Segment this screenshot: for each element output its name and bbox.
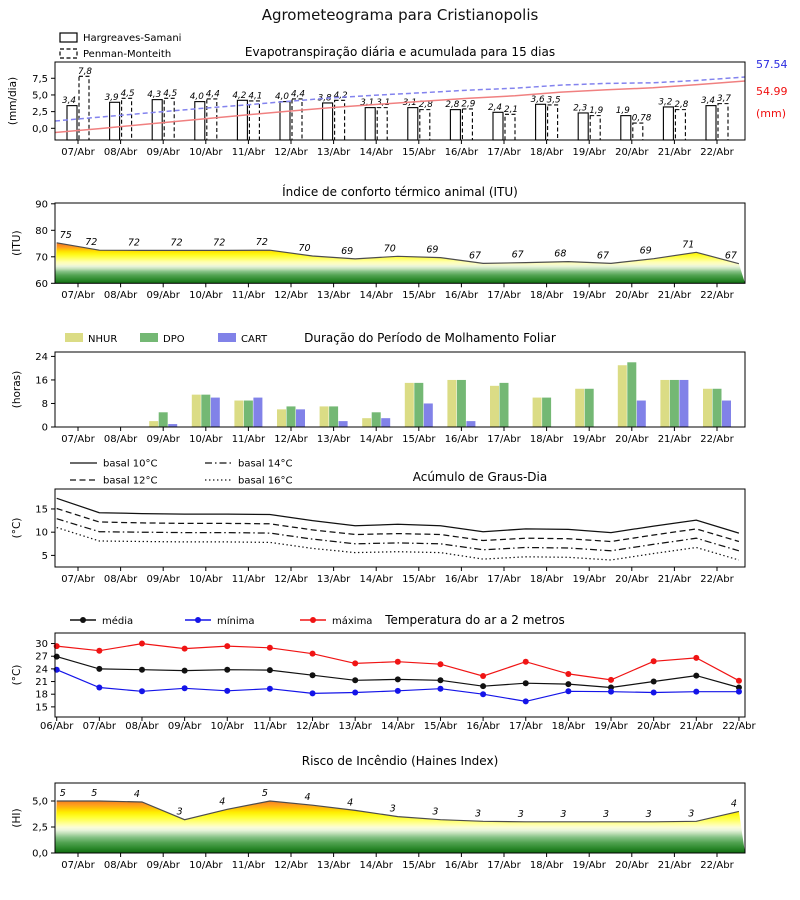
svg-text:68: 68	[554, 248, 567, 260]
svg-text:2,1: 2,1	[504, 104, 518, 115]
svg-text:72: 72	[255, 237, 268, 249]
svg-text:22/Abr: 22/Abr	[700, 860, 734, 871]
svg-text:basal 12°C: basal 12°C	[103, 475, 158, 487]
svg-text:69: 69	[639, 245, 652, 257]
svg-text:08/Abr: 08/Abr	[125, 721, 159, 732]
legend-swatch-DPO	[140, 333, 158, 342]
svg-text:16/Abr: 16/Abr	[444, 147, 479, 158]
svg-text:22/Abr: 22/Abr	[722, 721, 756, 732]
svg-text:09/Abr: 09/Abr	[146, 434, 180, 445]
svg-text:15/Abr: 15/Abr	[402, 290, 436, 301]
svg-text:3,7: 3,7	[717, 94, 731, 105]
svg-text:3: 3	[560, 808, 567, 820]
svg-text:16/Abr: 16/Abr	[444, 860, 479, 871]
svg-text:09/Abr: 09/Abr	[146, 147, 180, 158]
svg-text:11/Abr: 11/Abr	[231, 434, 266, 445]
svg-text:Evapotranspiração diária e acu: Evapotranspiração diária e acumulada para 15 dias	[244, 45, 556, 59]
svg-text:basal 16°C: basal 16°C	[238, 475, 293, 487]
svg-text:17/Abr: 17/Abr	[487, 860, 521, 871]
svg-text:21/Abr: 21/Abr	[657, 290, 692, 301]
svg-text:4,2: 4,2	[333, 90, 348, 101]
svg-text:08/Abr: 08/Abr	[103, 860, 138, 871]
svg-text:15/Abr: 15/Abr	[402, 147, 436, 158]
svg-text:12/Abr: 12/Abr	[274, 860, 308, 871]
air-temperature-chart	[0, 592, 800, 737]
svg-text:7,8: 7,8	[78, 66, 92, 77]
svg-text:24: 24	[35, 664, 48, 676]
svg-text:15/Abr: 15/Abr	[402, 434, 436, 445]
svg-text:Duração do Período de Molhamen: Duração do Período de Molhamento Foliar	[304, 331, 556, 345]
svg-text:3: 3	[176, 806, 183, 818]
svg-text:20/Abr: 20/Abr	[636, 721, 671, 732]
svg-text:70: 70	[298, 243, 311, 255]
svg-text:72: 72	[170, 237, 183, 249]
svg-text:15/Abr: 15/Abr	[423, 721, 458, 732]
svg-text:14/Abr: 14/Abr	[359, 434, 393, 445]
svg-text:54.99: 54.99	[756, 85, 788, 98]
svg-text:67: 67	[724, 250, 737, 262]
svg-text:17/Abr: 17/Abr	[487, 434, 521, 445]
svg-text:2,5: 2,5	[32, 822, 48, 834]
svg-text:3,2: 3,2	[658, 97, 673, 108]
svg-text:20/Abr: 20/Abr	[615, 860, 649, 871]
svg-text:3,1: 3,1	[402, 98, 417, 109]
svg-text:(horas): (horas)	[11, 370, 23, 409]
svg-text:13/Abr: 13/Abr	[316, 434, 351, 445]
svg-text:07/Abr: 07/Abr	[61, 290, 95, 301]
svg-text:20/Abr: 20/Abr	[615, 147, 649, 158]
temp-line-mínima	[57, 670, 739, 702]
gd-line-solid	[57, 498, 739, 533]
evapo-svg	[0, 28, 800, 162]
svg-text:10/Abr: 10/Abr	[189, 860, 223, 871]
svg-text:4: 4	[304, 792, 311, 804]
svg-text:12/Abr: 12/Abr	[295, 721, 330, 732]
svg-text:2,8: 2,8	[674, 100, 689, 111]
svg-text:3,9: 3,9	[104, 92, 119, 103]
svg-text:NHUR: NHUR	[88, 334, 118, 345]
itu-comfort-index-chart	[0, 162, 800, 302]
svg-text:27: 27	[35, 651, 48, 663]
svg-text:3,8: 3,8	[317, 93, 332, 104]
svg-text:10/Abr: 10/Abr	[189, 434, 223, 445]
fire-risk-chart	[0, 737, 800, 900]
svg-text:3: 3	[602, 808, 610, 820]
svg-text:07/Abr: 07/Abr	[61, 147, 95, 158]
svg-text:08/Abr: 08/Abr	[103, 574, 138, 585]
svg-text:60: 60	[35, 278, 48, 290]
svg-text:20/Abr: 20/Abr	[615, 574, 649, 585]
svg-text:4,1: 4,1	[248, 91, 263, 102]
svg-text:10/Abr: 10/Abr	[189, 574, 223, 585]
svg-text:18/Abr: 18/Abr	[529, 434, 564, 445]
svg-text:17/Abr: 17/Abr	[487, 147, 521, 158]
svg-text:4,5: 4,5	[163, 88, 178, 99]
svg-text:13/Abr: 13/Abr	[316, 290, 351, 301]
svg-text:20/Abr: 20/Abr	[615, 434, 649, 445]
svg-text:2,8: 2,8	[418, 100, 433, 111]
svg-text:13/Abr: 13/Abr	[338, 721, 372, 732]
svg-text:10/Abr: 10/Abr	[210, 721, 244, 732]
svg-text:3,1: 3,1	[376, 98, 391, 109]
svg-text:15: 15	[35, 702, 48, 714]
svg-text:21/Abr: 21/Abr	[657, 434, 692, 445]
svg-text:18: 18	[35, 689, 48, 701]
svg-text:4,0: 4,0	[275, 92, 289, 103]
svg-text:80: 80	[35, 225, 48, 237]
svg-text:11/Abr: 11/Abr	[231, 147, 266, 158]
svg-text:69: 69	[426, 244, 439, 256]
svg-text:11/Abr: 11/Abr	[231, 574, 266, 585]
svg-text:18/Abr: 18/Abr	[529, 574, 564, 585]
svg-text:21/Abr: 21/Abr	[657, 147, 692, 158]
svg-text:14/Abr: 14/Abr	[359, 574, 393, 585]
svg-text:Temperatura do ar a 2 metros: Temperatura do ar a 2 metros	[385, 613, 565, 627]
svg-text:2,5: 2,5	[32, 107, 48, 119]
svg-text:0,78: 0,78	[631, 113, 652, 124]
svg-text:16/Abr: 16/Abr	[444, 434, 479, 445]
svg-text:CART: CART	[241, 334, 268, 345]
svg-text:(°C): (°C)	[11, 517, 23, 539]
svg-text:4,5: 4,5	[120, 88, 135, 99]
svg-text:21/Abr: 21/Abr	[657, 574, 692, 585]
svg-text:20/Abr: 20/Abr	[615, 290, 649, 301]
svg-text:4,0: 4,0	[189, 92, 204, 103]
svg-text:DPO: DPO	[163, 334, 185, 345]
svg-text:Hargreaves-Samani: Hargreaves-Samani	[83, 33, 182, 44]
svg-text:5,0: 5,0	[32, 90, 48, 102]
legend-swatch-NHUR	[65, 333, 83, 342]
svg-text:4: 4	[219, 796, 226, 808]
svg-text:3: 3	[645, 808, 652, 820]
svg-text:(mm): (mm)	[756, 107, 787, 120]
svg-text:21: 21	[35, 677, 48, 689]
svg-text:11/Abr: 11/Abr	[231, 290, 266, 301]
svg-text:24: 24	[35, 351, 48, 363]
svg-text:22/Abr: 22/Abr	[700, 434, 734, 445]
svg-text:3: 3	[475, 808, 482, 820]
svg-text:09/Abr: 09/Abr	[146, 574, 180, 585]
svg-text:16/Abr: 16/Abr	[466, 721, 500, 732]
svg-text:0,0: 0,0	[32, 848, 48, 860]
page-title: Agrometeograma para Cristianopolis	[261, 6, 539, 24]
svg-text:0,0: 0,0	[32, 123, 48, 135]
svg-text:75: 75	[59, 229, 72, 241]
leaf-wetness-chart	[0, 302, 800, 447]
svg-text:(HI): (HI)	[11, 808, 23, 828]
svg-text:4,4: 4,4	[205, 89, 220, 100]
svg-text:19/Abr: 19/Abr	[572, 860, 606, 871]
svg-text:12/Abr: 12/Abr	[274, 147, 308, 158]
svg-text:69: 69	[341, 245, 354, 257]
svg-text:5: 5	[91, 787, 98, 799]
svg-text:08/Abr: 08/Abr	[103, 147, 138, 158]
svg-text:16/Abr: 16/Abr	[444, 290, 479, 301]
svg-text:2,4: 2,4	[488, 102, 502, 113]
gd-line-dashdot	[57, 519, 739, 551]
svg-text:14/Abr: 14/Abr	[359, 147, 393, 158]
svg-text:3,4: 3,4	[62, 96, 76, 107]
svg-text:21/Abr: 21/Abr	[679, 721, 714, 732]
svg-text:Penman-Monteith: Penman-Monteith	[83, 49, 172, 60]
svg-text:4: 4	[133, 789, 140, 801]
svg-text:22/Abr: 22/Abr	[700, 574, 734, 585]
svg-text:22/Abr: 22/Abr	[700, 290, 734, 301]
svg-text:Risco de Incêndio (Haines Inde: Risco de Incêndio (Haines Index)	[301, 754, 499, 768]
svg-text:18/Abr: 18/Abr	[529, 290, 564, 301]
svg-text:5: 5	[41, 550, 48, 562]
svg-text:11/Abr: 11/Abr	[253, 721, 287, 732]
svg-text:57.54: 57.54	[756, 58, 788, 71]
svg-text:5: 5	[261, 787, 268, 799]
svg-text:média: média	[102, 616, 134, 627]
svg-text:10/Abr: 10/Abr	[189, 290, 223, 301]
svg-text:11/Abr: 11/Abr	[231, 860, 266, 871]
svg-text:máxima: máxima	[332, 616, 373, 627]
svg-text:1,9: 1,9	[589, 106, 604, 117]
svg-text:2,9: 2,9	[461, 99, 476, 110]
svg-text:07/Abr: 07/Abr	[61, 860, 95, 871]
svg-text:72: 72	[213, 237, 226, 249]
svg-text:4,2: 4,2	[232, 90, 247, 101]
svg-text:22/Abr: 22/Abr	[700, 147, 734, 158]
svg-text:09/Abr: 09/Abr	[146, 860, 180, 871]
svg-text:5,0: 5,0	[32, 796, 48, 808]
svg-text:14/Abr: 14/Abr	[381, 721, 415, 732]
svg-text:3,6: 3,6	[530, 94, 545, 105]
svg-text:0: 0	[41, 422, 48, 434]
svg-text:mínima: mínima	[217, 616, 255, 627]
svg-text:18/Abr: 18/Abr	[529, 860, 564, 871]
svg-text:5: 5	[59, 787, 66, 799]
svg-text:08/Abr: 08/Abr	[103, 290, 138, 301]
svg-text:3: 3	[517, 808, 524, 820]
svg-text:17/Abr: 17/Abr	[487, 574, 521, 585]
svg-text:18/Abr: 18/Abr	[551, 721, 586, 732]
svg-text:(ITU): (ITU)	[11, 230, 23, 256]
svg-text:16/Abr: 16/Abr	[444, 574, 479, 585]
svg-text:basal 10°C: basal 10°C	[103, 458, 158, 470]
svg-text:21/Abr: 21/Abr	[657, 860, 692, 871]
svg-text:3: 3	[432, 806, 439, 818]
svg-text:3: 3	[389, 803, 396, 815]
svg-text:3,5: 3,5	[546, 95, 561, 106]
svg-text:16: 16	[35, 375, 48, 387]
svg-text:12/Abr: 12/Abr	[274, 290, 308, 301]
svg-text:12/Abr: 12/Abr	[274, 434, 308, 445]
svg-text:07/Abr: 07/Abr	[61, 434, 95, 445]
svg-text:67: 67	[596, 250, 610, 262]
svg-text:basal 14°C: basal 14°C	[238, 458, 293, 470]
svg-text:10/Abr: 10/Abr	[189, 147, 223, 158]
svg-text:67: 67	[469, 250, 482, 262]
svg-text:2,8: 2,8	[445, 100, 460, 111]
svg-text:09/Abr: 09/Abr	[167, 721, 202, 732]
svg-text:19/Abr: 19/Abr	[572, 434, 606, 445]
svg-text:70: 70	[383, 243, 396, 255]
svg-text:4,3: 4,3	[147, 90, 162, 101]
svg-text:07/Abr: 07/Abr	[61, 574, 95, 585]
evapo-legend	[60, 33, 181, 60]
svg-text:Índice de conforto térmico ani: Índice de conforto térmico animal (ITU)	[282, 185, 518, 199]
svg-text:15/Abr: 15/Abr	[402, 574, 436, 585]
svg-text:70: 70	[35, 252, 48, 264]
svg-text:19/Abr: 19/Abr	[594, 721, 628, 732]
svg-text:Acúmulo de Graus-Dia: Acúmulo de Graus-Dia	[412, 470, 548, 484]
svg-text:13/Abr: 13/Abr	[316, 860, 351, 871]
svg-text:15: 15	[35, 504, 48, 516]
svg-text:(°C): (°C)	[11, 664, 23, 686]
wetness-bars	[149, 362, 731, 427]
svg-text:67: 67	[511, 249, 524, 261]
svg-text:14/Abr: 14/Abr	[359, 860, 393, 871]
svg-text:07/Abr: 07/Abr	[82, 721, 117, 732]
svg-text:71: 71	[682, 239, 695, 251]
svg-text:3,4: 3,4	[701, 96, 715, 107]
svg-text:4,4: 4,4	[291, 89, 305, 100]
svg-text:13/Abr: 13/Abr	[316, 147, 351, 158]
svg-text:7,5: 7,5	[32, 73, 48, 85]
svg-text:17/Abr: 17/Abr	[487, 290, 521, 301]
legend-swatch-CART	[218, 333, 236, 342]
svg-text:2,3: 2,3	[573, 103, 588, 114]
svg-text:3: 3	[688, 808, 695, 820]
svg-text:3,1: 3,1	[360, 98, 375, 109]
svg-text:10: 10	[35, 527, 48, 539]
svg-text:19/Abr: 19/Abr	[572, 290, 606, 301]
svg-text:19/Abr: 19/Abr	[572, 147, 606, 158]
svg-text:1,9: 1,9	[615, 106, 630, 117]
svg-text:19/Abr: 19/Abr	[572, 574, 606, 585]
svg-text:30: 30	[35, 639, 48, 651]
evapotranspiration-chart	[0, 28, 800, 162]
svg-text:(mm/dia): (mm/dia)	[7, 76, 19, 126]
svg-text:14/Abr: 14/Abr	[359, 290, 393, 301]
svg-text:13/Abr: 13/Abr	[316, 574, 351, 585]
svg-text:08/Abr: 08/Abr	[103, 434, 138, 445]
svg-text:17/Abr: 17/Abr	[509, 721, 543, 732]
svg-text:06/Abr: 06/Abr	[39, 721, 74, 732]
svg-text:18/Abr: 18/Abr	[529, 147, 564, 158]
svg-text:72: 72	[85, 237, 98, 249]
svg-text:4: 4	[730, 798, 737, 810]
svg-text:12/Abr: 12/Abr	[274, 574, 308, 585]
svg-text:8: 8	[41, 398, 48, 410]
degree-days-chart	[0, 447, 800, 592]
svg-text:90: 90	[35, 199, 48, 211]
svg-text:4: 4	[347, 797, 354, 809]
svg-text:15/Abr: 15/Abr	[402, 860, 436, 871]
svg-text:72: 72	[127, 237, 140, 249]
svg-text:09/Abr: 09/Abr	[146, 290, 180, 301]
